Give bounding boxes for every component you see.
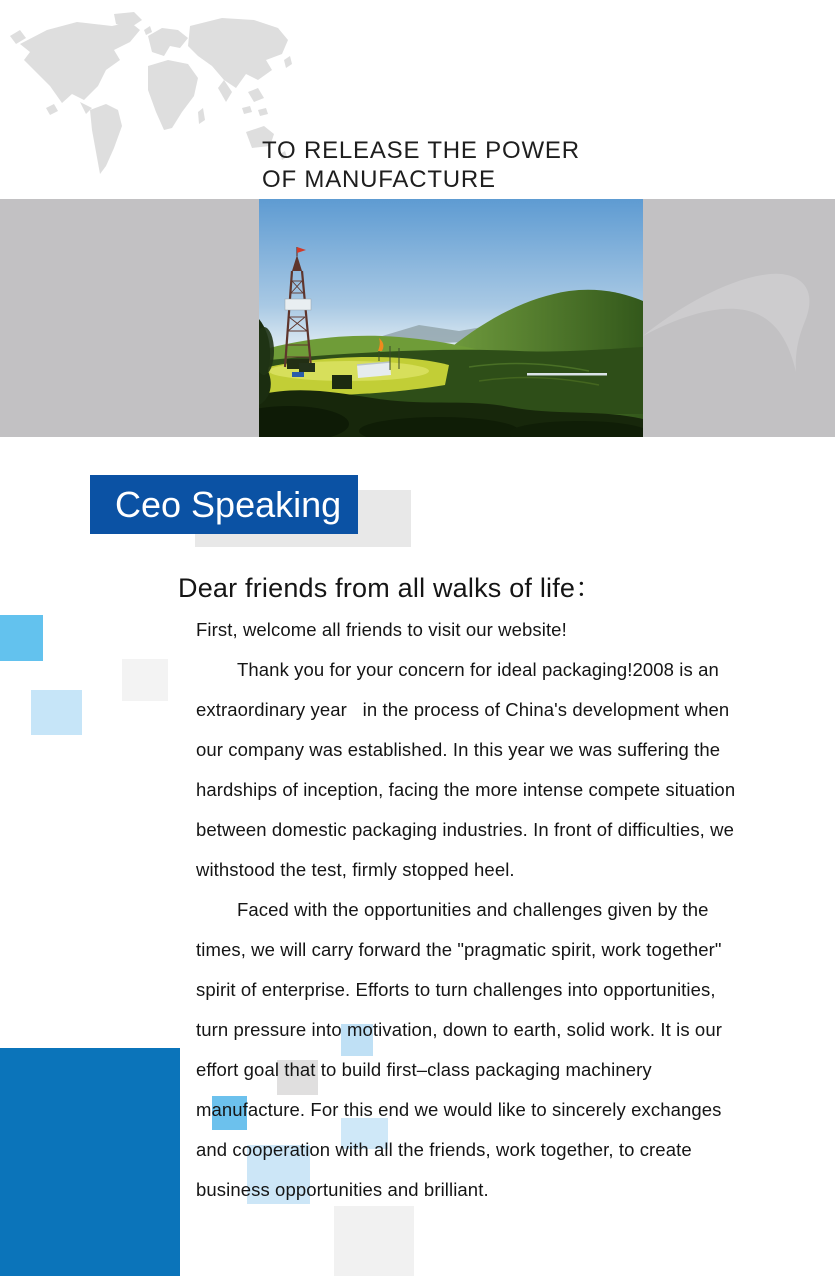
letter-line: Thank you for your concern for ideal packaging!2008 is an <box>237 659 719 680</box>
tagline-line2: OF MANUFACTURE <box>262 166 496 193</box>
letter-line: spirit of enterprise. Efforts to turn challenges into opportunities, <box>196 979 716 1000</box>
decor-square-lightblue <box>31 690 82 735</box>
letter-line: turn pressure into motivation, down to earth, solid work. It is our <box>196 1019 722 1040</box>
letter-line: hardships of inception, facing the more intense compete situation <box>196 779 736 800</box>
page-tagline <box>262 136 580 194</box>
letter-line: manufacture. For this end we would like to sincerely exchanges <box>196 1099 722 1120</box>
letter-line: withstood the test, firmly stopped heel. <box>196 859 515 880</box>
letter-line: extraordinary year in the process of China's development when <box>196 699 730 720</box>
swoosh-curve-graphic <box>635 258 820 378</box>
letter-line: times, we will carry forward the "pragmatic spirit, work together" <box>196 939 722 960</box>
letter-body <box>196 610 835 1210</box>
section-title-banner: Ceo Speaking <box>90 475 358 534</box>
letter-salutation: Dear friends from all walks of life： <box>178 573 603 603</box>
decor-rectangle-blue <box>0 1048 180 1276</box>
letter-line: effort goal that to build first–class packaging machinery <box>196 1059 652 1080</box>
letter-line: First, welcome all friends to visit our website! <box>196 619 567 640</box>
world-map-graphic <box>2 8 292 190</box>
letter-line: between domestic packaging industries. In front of difficulties, we <box>196 819 735 840</box>
decor-square-palegray <box>334 1206 414 1276</box>
decor-square-gray <box>122 659 168 701</box>
tagline-line1: TO RELEASE THE POWER <box>262 137 580 164</box>
letter-line: Faced with the opportunities and challenges given by the <box>237 899 709 920</box>
decor-square-blue <box>0 615 43 661</box>
letter-line: and cooperation with all the friends, work together, to create <box>196 1139 692 1160</box>
oilfield-landscape-photo <box>259 199 643 437</box>
letter-line: business opportunities and brilliant. <box>196 1179 489 1200</box>
letter-line: our company was established. In this year we was suffering the <box>196 739 721 760</box>
